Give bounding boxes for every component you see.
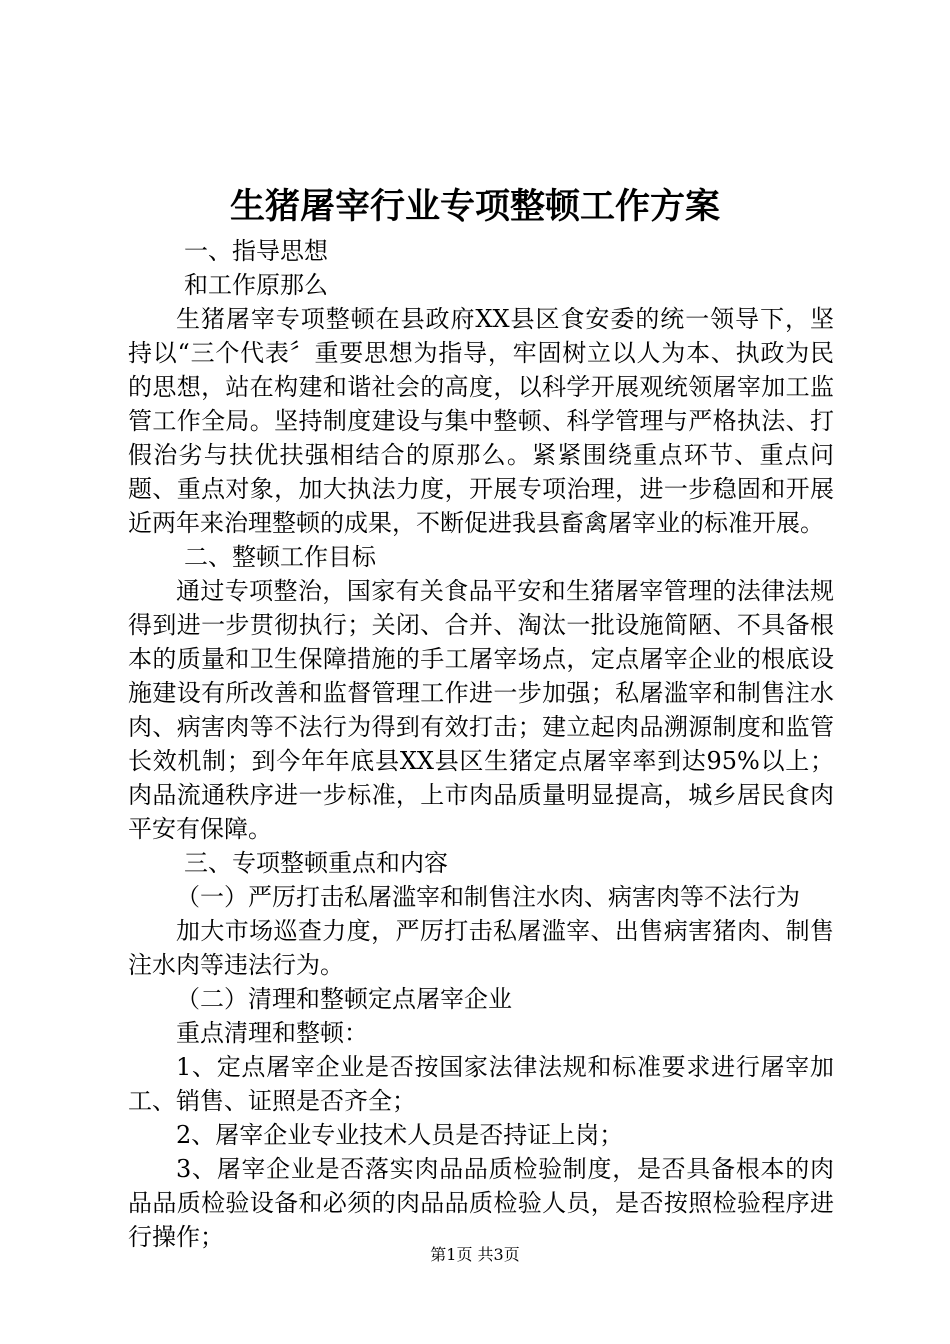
subsection-heading: （二）清理和整顿定点屠宰企业	[176, 985, 512, 1013]
section-heading: 二、整顿工作目标	[184, 543, 376, 571]
subsection-heading: （一）严厉打击私屠滥宰和制售注水肉、病害肉等不法行为	[176, 883, 800, 911]
document-title: 生猪屠宰行业专项整顿工作方案	[229, 186, 720, 227]
page-number: 第1页 共3页	[430, 1245, 520, 1264]
section-heading-continuation: 和工作原那么	[184, 271, 328, 299]
body-paragraph: 重点清理和整顿：	[176, 1019, 368, 1047]
section-heading: 一、指导思想	[184, 237, 328, 265]
list-item: 1、定点屠宰企业是否按国家法律法规和标准要求进行屠宰加工、销售、证照是否齐全；	[128, 1053, 834, 1115]
body-paragraph: 加大市场巡查力度，严厉打击私屠滥宰、出售病害猪肉、制售注水肉等违法行为。	[128, 917, 834, 979]
list-item: 2、屠宰企业专业技术人员是否持证上岗；	[176, 1121, 624, 1149]
document-body	[128, 234, 834, 1254]
section-heading: 三、专项整顿重点和内容	[184, 849, 448, 877]
body-paragraph: 通过专项整治，国家有关食品平安和生猪屠宰管理的法律法规得到进一步贯彻执行；关闭、合并、淘汰一批设施简陋、不具备根本的质量和卫生保障措施的手工屠宰场点，定点屠宰企业的根底设施建设有所改善和监督管理工作进一步加强；私屠滥宰和制售注水肉、病害肉等不法行为得到有效打击；建立起肉品溯源制度和监管长效机制；到今年年底县XX县区生猪定点屠宰率到达95%以上；肉品流通秩序进一步标准，上市肉品质量明显提高，城乡居民食肉平安有保障。	[128, 577, 834, 843]
body-paragraph: 生猪屠宰专项整顿在县政府XX县区食安委的统一领导下，坚持以“三个代表〞重要思想为指导，牢固树立以人为本、执政为民的思想，站在构建和谐社会的高度，以科学开展观统领屠宰加工监管工作全局。坚持制度建设与集中整顿、科学管理与严格执法、打假治劣与扶优扶强相结合的原那么。紧紧围绕重点环节、重点问题、重点对象，加大执法力度，开展专项治理，进一步稳固和开展近两年来治理整顿的成果，不断促进我县畜禽屠宰业的标准开展。	[128, 305, 834, 537]
list-item: 3、屠宰企业是否落实肉品品质检验制度，是否具备根本的肉品品质检验设备和必须的肉品品质检验人员，是否按照检验程序进行操作；	[128, 1155, 834, 1251]
